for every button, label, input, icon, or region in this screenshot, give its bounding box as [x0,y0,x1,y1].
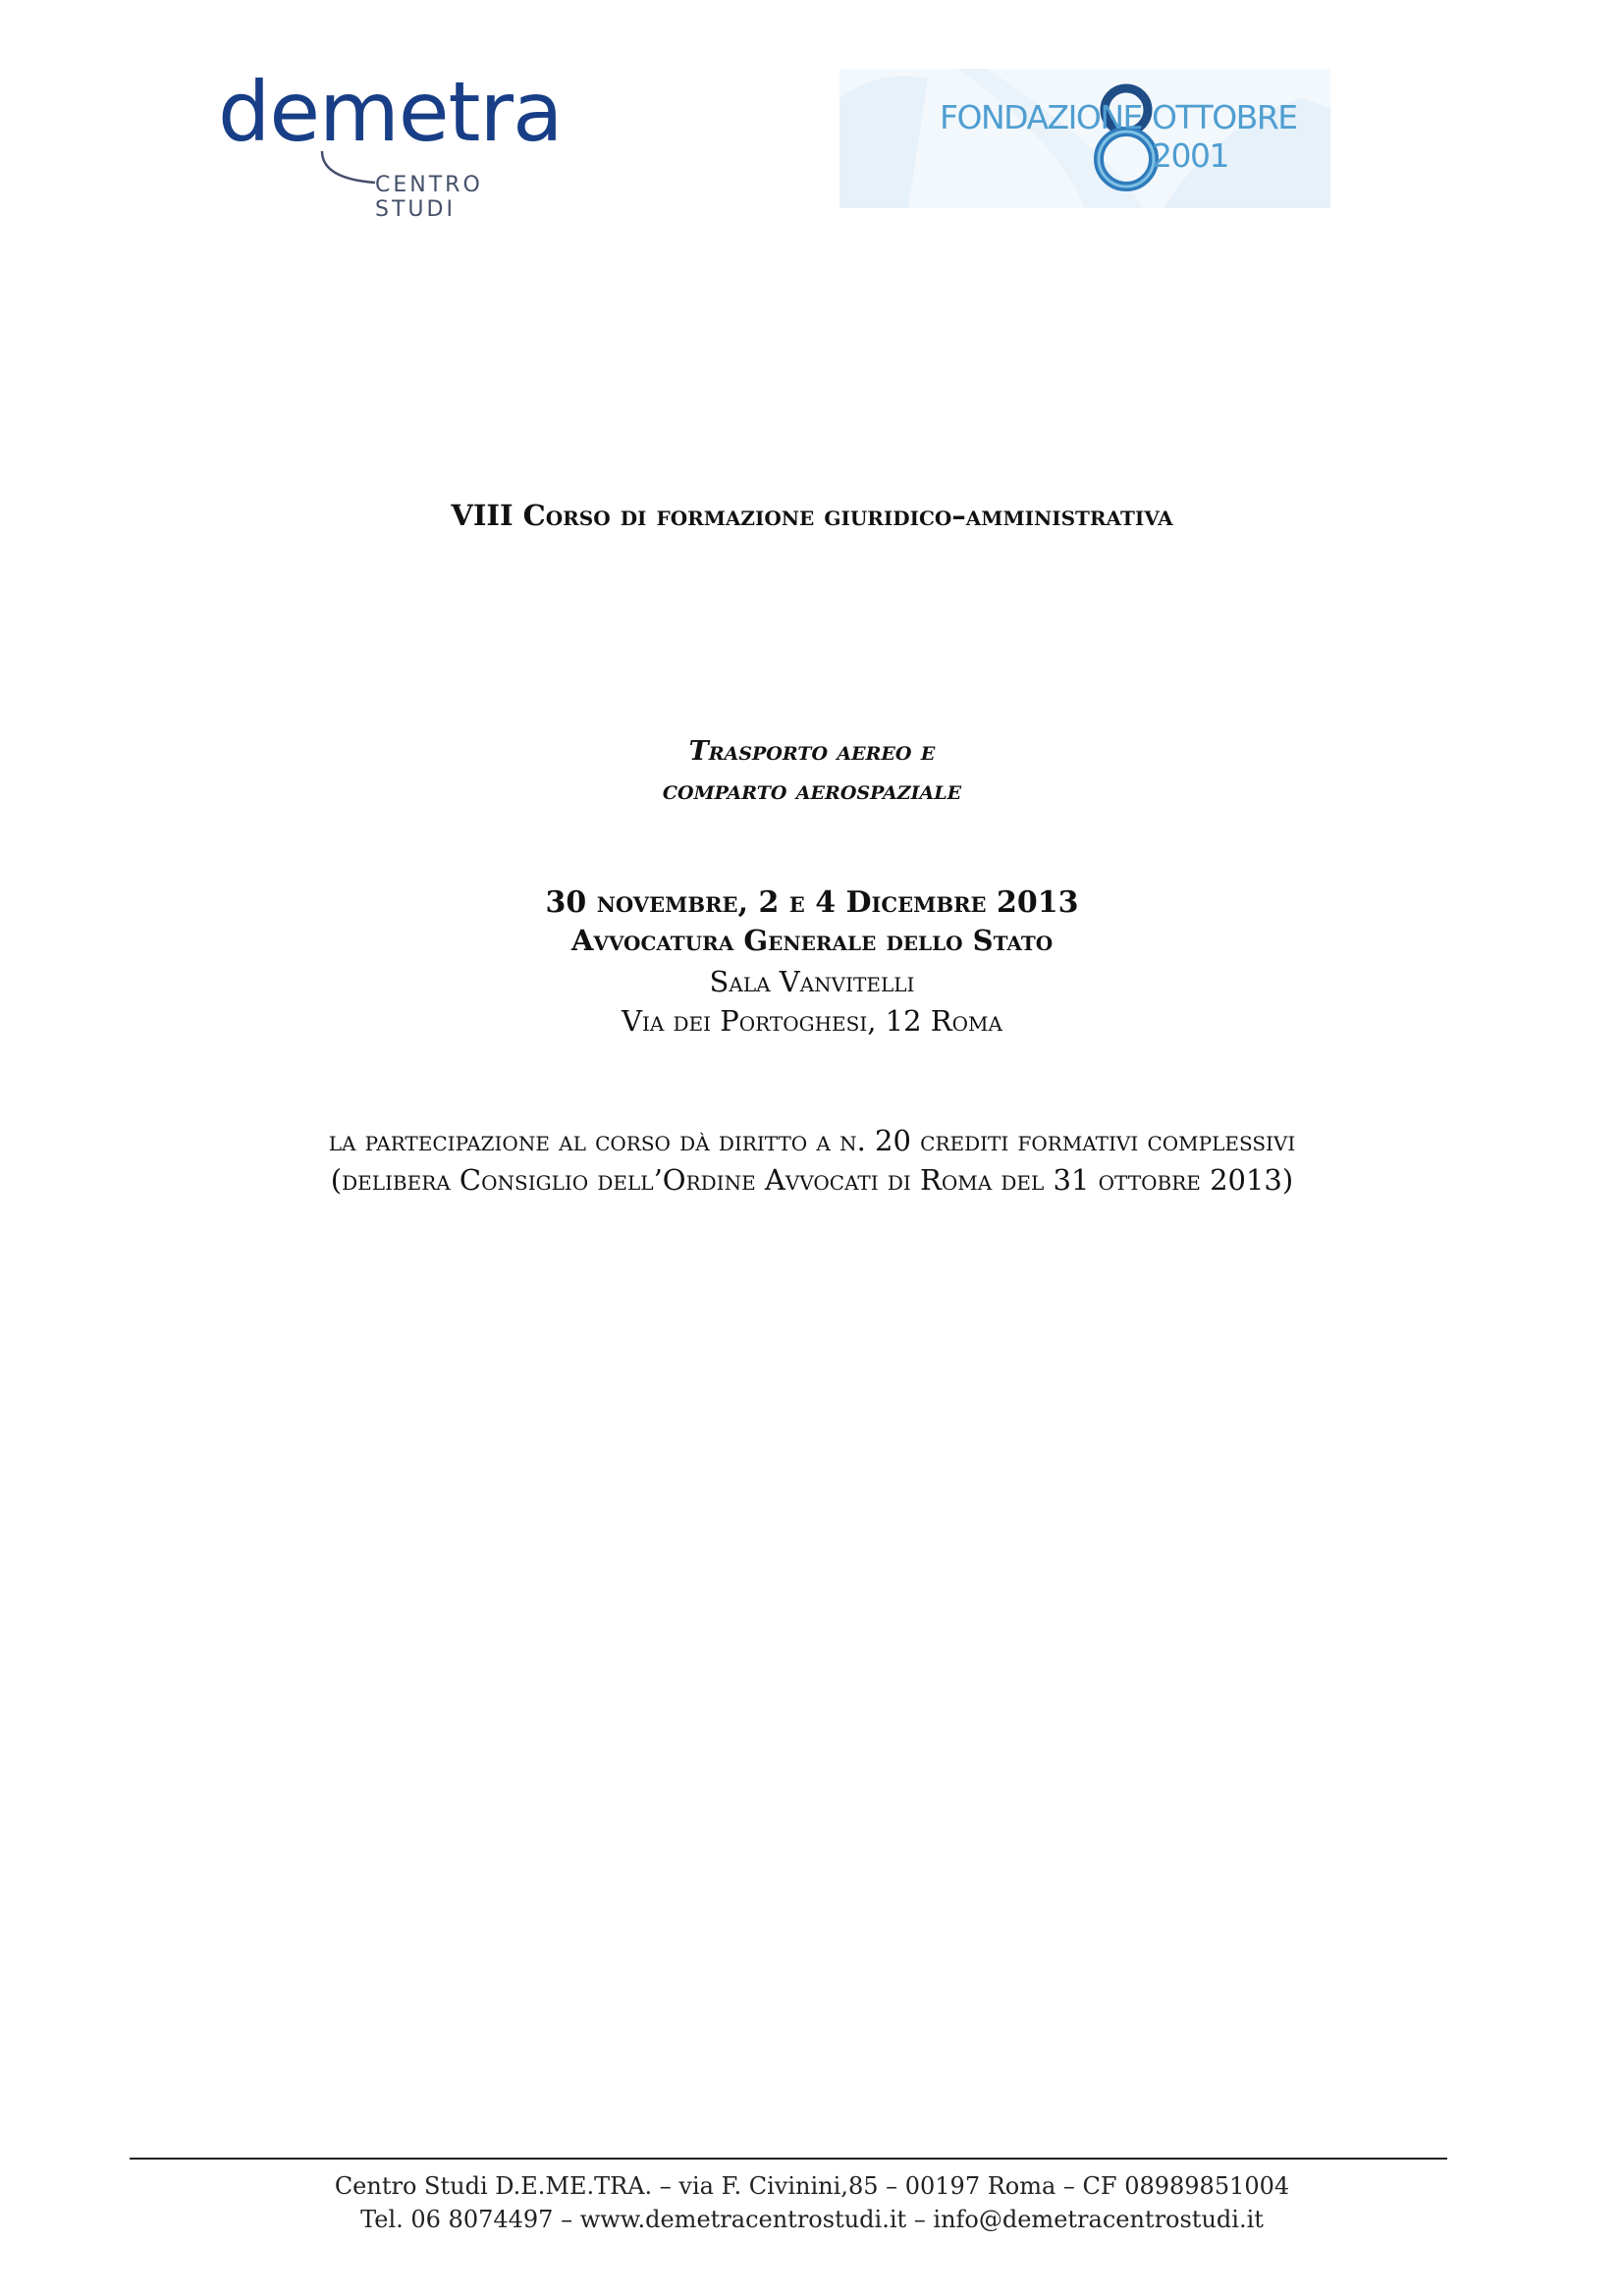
demetra-logo-word: demetra [218,64,563,160]
demetra-logo [218,64,563,222]
event-venue: Avvocatura Generale dello Stato [570,924,1054,957]
event-room: Sala Vanvitelli [709,965,915,998]
footer-address: Centro Studi D.E.ME.TRA. – via F. Civinini,85 – 00197 Roma – CF 08989851004 [334,2172,1290,2200]
event-address: Via dei Portoghesi, 12 Roma [622,1004,1002,1038]
fondazione-text-right: OTTOBRE 2001 [1152,98,1297,175]
event-dates: 30 novembre, 2 e 4 Dicembre 2013 [545,885,1079,920]
credits-notice [0,1121,1624,1200]
credits-line-2: (delibera Consiglio dell’Ordine Avvocati di Roma del 31 ottobre 2013) [330,1163,1294,1197]
credits-line-1: la partecipazione al corso dà diritto a n. 20 crediti formativi complessivi [328,1124,1296,1157]
subject-line-1: Trasporto aereo e [688,736,936,767]
fondazione-logo [839,69,1330,208]
footer-contacts: Tel. 06 8074497 – www.demetracentrostudi.it – info@demetracentrostudi.it [360,2206,1264,2233]
fondazione-text-left: FONDAZIONE [940,98,1142,136]
footer [0,2169,1624,2236]
subject-line-2: comparto aerospaziale [662,775,962,806]
course-title: VIII Corso di formazione giuridico–amministrativa [451,499,1173,532]
course-subject [0,732,1624,811]
footer-divider [130,2158,1447,2160]
demetra-logo-subtitle: CENTRO STUDI [375,173,483,222]
